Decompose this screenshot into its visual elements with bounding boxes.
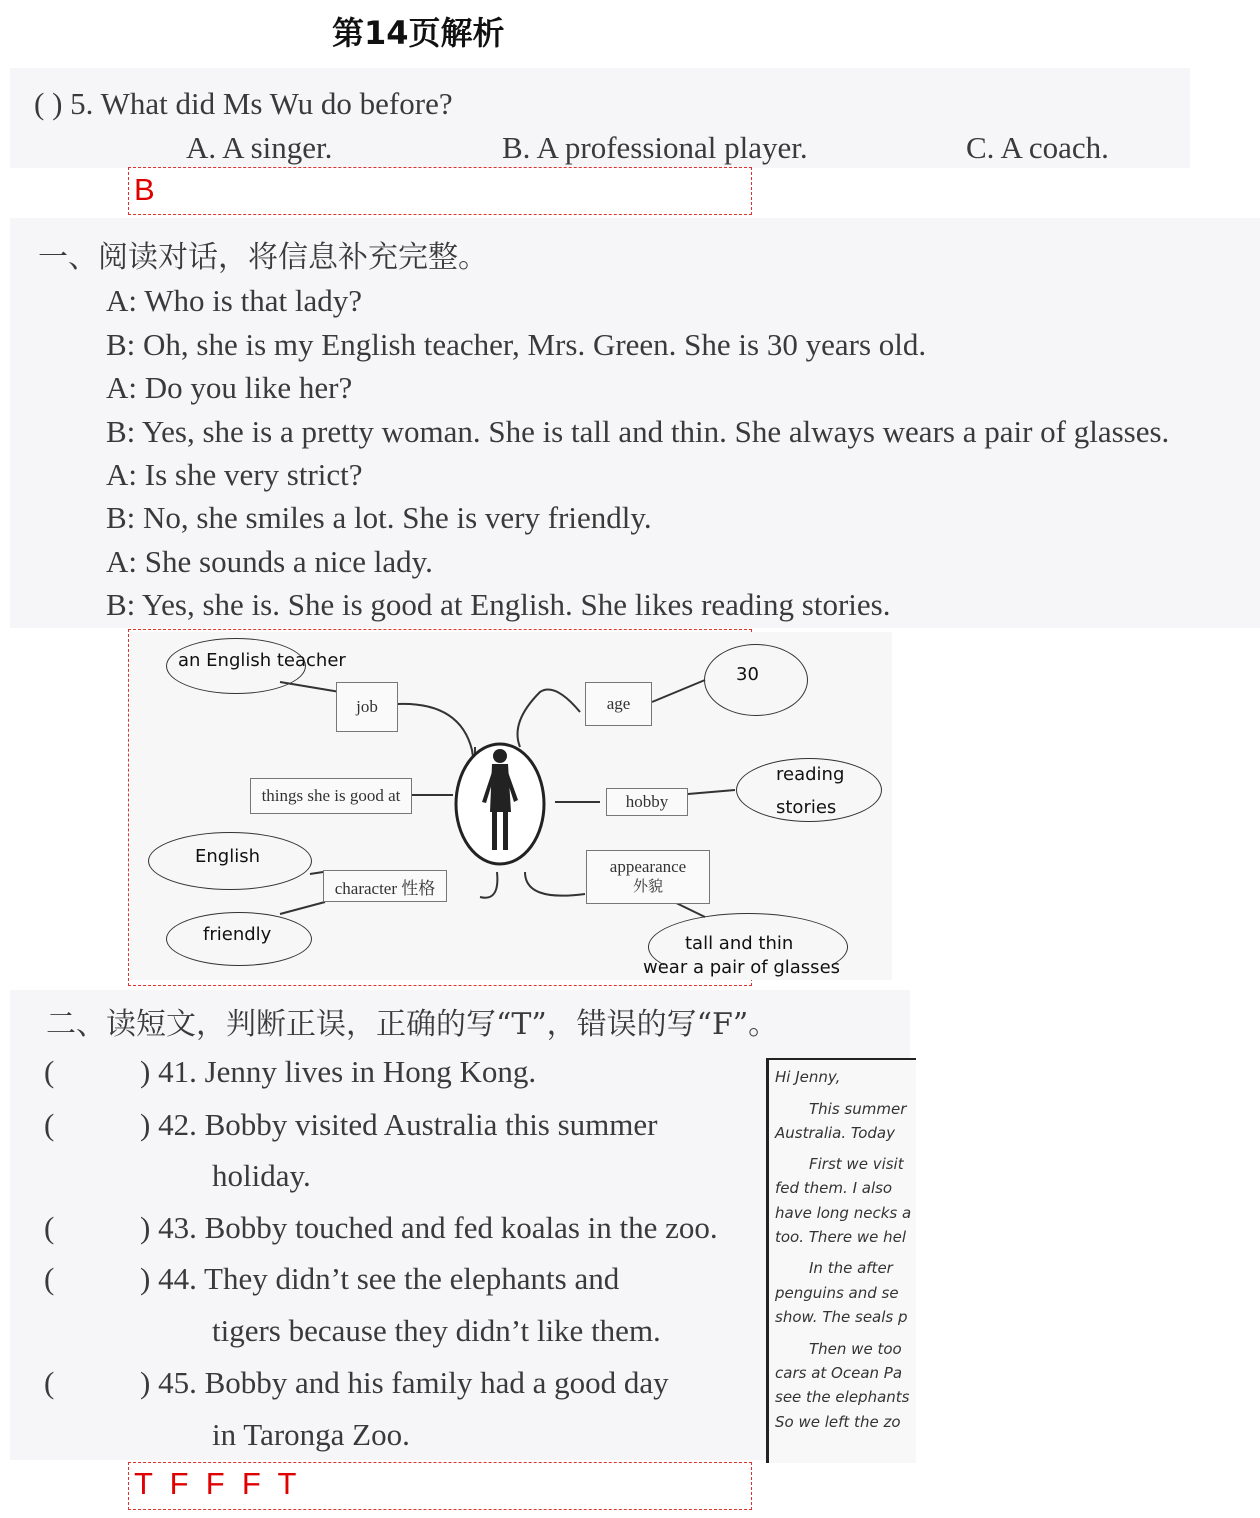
dialogue-line: A: Is she very strict? — [106, 457, 363, 492]
dialogue-line: B: Yes, she is. She is good at English. She likes reading stories. — [106, 587, 891, 622]
tf-paren: ( — [44, 1365, 55, 1400]
dialogue-line: B: No, she smiles a lot. She is very friendly. — [106, 500, 652, 535]
mindmap-age-box: age — [585, 682, 652, 726]
tf-item-43: ) 43. Bobby touched and fed koalas in the zoo. — [140, 1210, 718, 1245]
dialogue-line: A: She sounds a nice lady. — [106, 544, 433, 579]
letter-line: fed them. I also — [775, 1179, 893, 1197]
q5-option-a: A. A singer. — [186, 130, 333, 165]
mindmap-character-box: character 性格 — [323, 870, 447, 902]
tf-paren: ( — [44, 1107, 55, 1142]
mindmap — [130, 632, 892, 980]
dialogue-line: B: Yes, she is a pretty woman. She is tall and thin. She always wears a pair of glasses. — [106, 414, 1170, 449]
mindmap-appearance-cn-label: 外貌 — [632, 879, 663, 895]
mindmap-character-answer: friendly — [203, 924, 272, 945]
mindmap-job-answer: an English teacher — [178, 650, 346, 671]
mindmap-appearance-answer-2: wear a pair of glasses — [643, 957, 841, 978]
mindmap-hobby-box: hobby — [606, 788, 688, 816]
tf-paren: ( — [44, 1261, 55, 1296]
tf-paren: ( — [44, 1054, 55, 1089]
q5-option-c: C. A coach. — [966, 130, 1109, 165]
letter-line: show. The seals p — [775, 1308, 908, 1326]
page-title: 第14页解析 — [332, 14, 505, 52]
tf-item-45-cont: in Taronga Zoo. — [212, 1417, 410, 1452]
q5-option-b: B. A professional player. — [502, 130, 808, 165]
tf-item-42: ) 42. Bobby visited Australia this summer — [140, 1107, 658, 1142]
letter-line: So we left the zo — [775, 1413, 901, 1431]
letter-line: cars at Ocean Pa — [775, 1364, 903, 1382]
mindmap-age-answer: 30 — [736, 664, 759, 685]
q5-answer: B — [134, 172, 155, 207]
mindmap-good-at-answer: English — [195, 846, 260, 867]
tf-item-44: ) 44. They didn’t see the elephants and — [140, 1261, 620, 1296]
letter-line: In the after — [809, 1259, 893, 1277]
mindmap-appearance-box — [586, 850, 710, 904]
tf-answer: T F F F T — [134, 1466, 297, 1501]
tf-item-44-cont: tigers because they didn’t like them. — [212, 1313, 661, 1348]
mindmap-appearance-label: appearance — [609, 857, 687, 876]
tf-item-42-cont: holiday. — [212, 1158, 311, 1193]
letter-excerpt — [766, 1058, 916, 1463]
section2-heading: 二、读短文，判断正误，正确的写“T”，错误的写“F”。 — [46, 1007, 779, 1042]
tf-item-41: ) 41. Jenny lives in Hong Kong. — [140, 1054, 537, 1089]
letter-line: This summer — [809, 1100, 907, 1118]
mindmap-good-at-box: things she is good at — [250, 778, 412, 814]
q5-question: ( ) 5. What did Ms Wu do before? — [34, 86, 453, 121]
section1-heading: 一、阅读对话，将信息补充完整。 — [38, 240, 488, 275]
letter-line: Then we too — [809, 1340, 902, 1358]
dialogue-line: A: Who is that lady? — [106, 283, 362, 318]
tf-item-45: ) 45. Bobby and his family had a good day — [140, 1365, 669, 1400]
tf-paren: ( — [44, 1210, 55, 1245]
mindmap-hobby-answer-2: stories — [776, 797, 837, 818]
mindmap-appearance-answer-1: tall and thin — [685, 933, 794, 954]
mindmap-job-box: job — [336, 682, 398, 732]
q5-answer-box — [128, 167, 752, 215]
dialogue-line: B: Oh, she is my English teacher, Mrs. Green. She is 30 years old. — [106, 327, 927, 362]
letter-line: penguins and se — [775, 1284, 899, 1302]
letter-line: Hi Jenny, — [775, 1068, 841, 1086]
dialogue-line: A: Do you like her? — [106, 370, 353, 405]
mindmap-hobby-answer-1: reading — [776, 764, 845, 785]
letter-line: Australia. Today — [775, 1124, 895, 1142]
letter-line: see the elephants — [775, 1388, 910, 1406]
letter-line: First we visit — [809, 1155, 904, 1173]
letter-line: too. There we hel — [775, 1228, 907, 1246]
letter-line: have long necks a — [775, 1204, 912, 1222]
